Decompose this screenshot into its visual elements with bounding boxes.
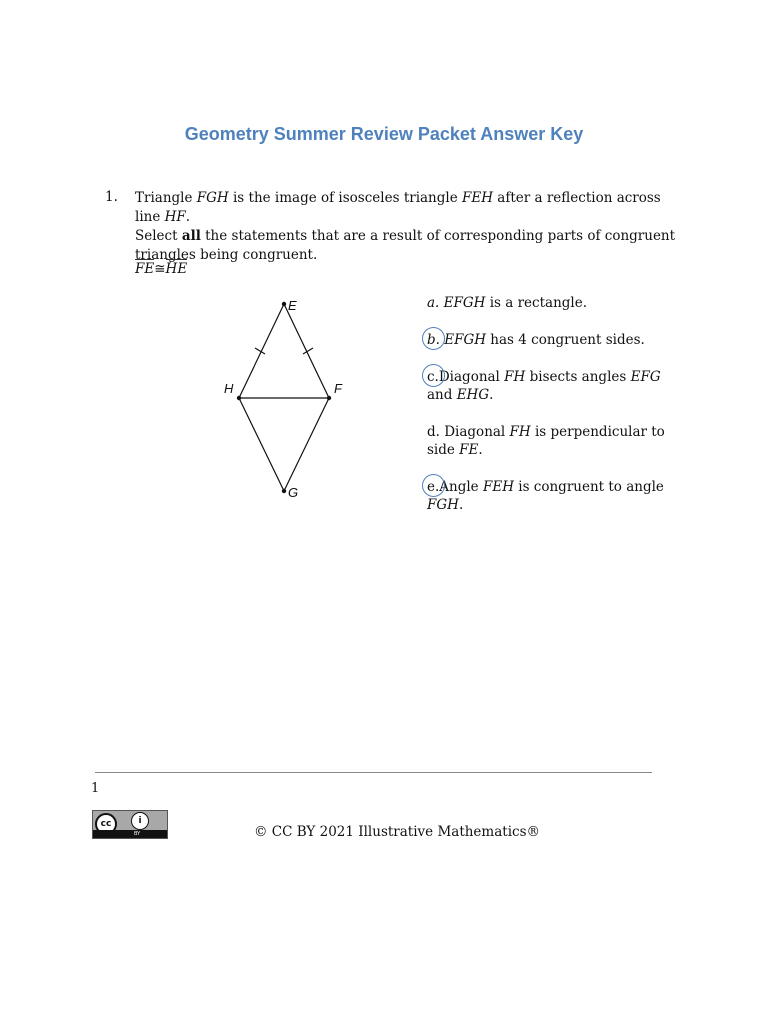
math-term: FH [504, 369, 526, 385]
option-text: Angle [439, 479, 483, 495]
point-f [327, 396, 331, 400]
attribution-person-icon: i [131, 812, 149, 830]
question-text-run: after a reflection across line [135, 190, 661, 225]
copyright-notice: © CC BY 2021 Illustrative Mathematics® [254, 824, 541, 840]
option-letter: c. [427, 369, 439, 385]
option-text: Diagonal [438, 369, 505, 385]
option-text: . [489, 387, 494, 403]
answer-option-c [427, 368, 667, 404]
option-text: Diagonal [439, 424, 510, 440]
question-text-run: . [185, 209, 191, 225]
question-text-run: Triangle [135, 190, 197, 206]
math-term: FH [509, 424, 531, 440]
question-line-2-pre: Select [135, 228, 182, 244]
option-letter: e. [427, 479, 440, 495]
by-label: BY [134, 831, 141, 837]
option-text: . [458, 497, 464, 513]
point-h [237, 396, 241, 400]
page-title: Geometry Summer Review Packet Answer Key [184, 124, 584, 144]
question-line-2-post: the statements that are a result of corresponding parts of congruent triangles being congruent. [135, 228, 676, 263]
cc-icon: cc [95, 813, 117, 835]
segment-fe: FE [135, 261, 155, 277]
question-text [135, 189, 680, 265]
congruent-symbol: ≅ [154, 261, 166, 277]
label-g: G [288, 485, 299, 500]
label-f: F [334, 381, 342, 396]
label-h: H [224, 381, 234, 396]
math-term: FE [459, 442, 479, 458]
math-term: FEH [482, 479, 514, 495]
question-line-2 [135, 227, 680, 265]
license-strip [93, 830, 167, 838]
option-text: and [427, 387, 457, 403]
page-number: 1 [91, 781, 100, 796]
option-letter: d. [427, 424, 440, 440]
question-number: 1. [105, 189, 118, 205]
question-text-run: is the image of isosceles triangle [228, 190, 462, 206]
option-letter: a. [427, 295, 440, 311]
math-term: HF [164, 209, 186, 225]
math-term: FGH [196, 190, 229, 206]
question-bold-word: all [181, 228, 201, 244]
answer-option-d [427, 423, 667, 459]
option-letter: b. [427, 332, 440, 348]
question-line-1 [135, 189, 680, 227]
label-e: E [288, 298, 297, 313]
option-text: has 4 congruent sides. [486, 332, 645, 348]
answer-option-b [427, 331, 667, 349]
given-congruence [135, 261, 187, 277]
answer-options [427, 294, 667, 533]
option-text: is perpendicular to side [427, 424, 665, 458]
option-text: is a rectangle. [485, 295, 588, 311]
math-term: EFGH [439, 295, 486, 311]
option-text: . [478, 442, 483, 458]
side-he [239, 304, 284, 398]
answer-option-e [427, 478, 667, 514]
cc-by-license-icon [92, 810, 168, 839]
math-term: FGH [427, 497, 459, 513]
point-e [282, 302, 286, 306]
footer-divider [95, 772, 652, 773]
rhombus-figure [215, 290, 355, 505]
segment-he: HE [165, 261, 188, 277]
option-text: bisects angles [525, 369, 631, 385]
option-text: is congruent to angle [513, 479, 664, 495]
math-term: EFG [630, 369, 661, 385]
side-hg [239, 398, 284, 491]
side-fg [284, 398, 329, 491]
answer-option-a [427, 294, 667, 312]
math-term: FEH [462, 190, 493, 206]
point-g [282, 489, 286, 493]
math-term: EHG [456, 387, 490, 403]
side-ef [284, 304, 329, 398]
math-term: EFGH [439, 332, 487, 348]
